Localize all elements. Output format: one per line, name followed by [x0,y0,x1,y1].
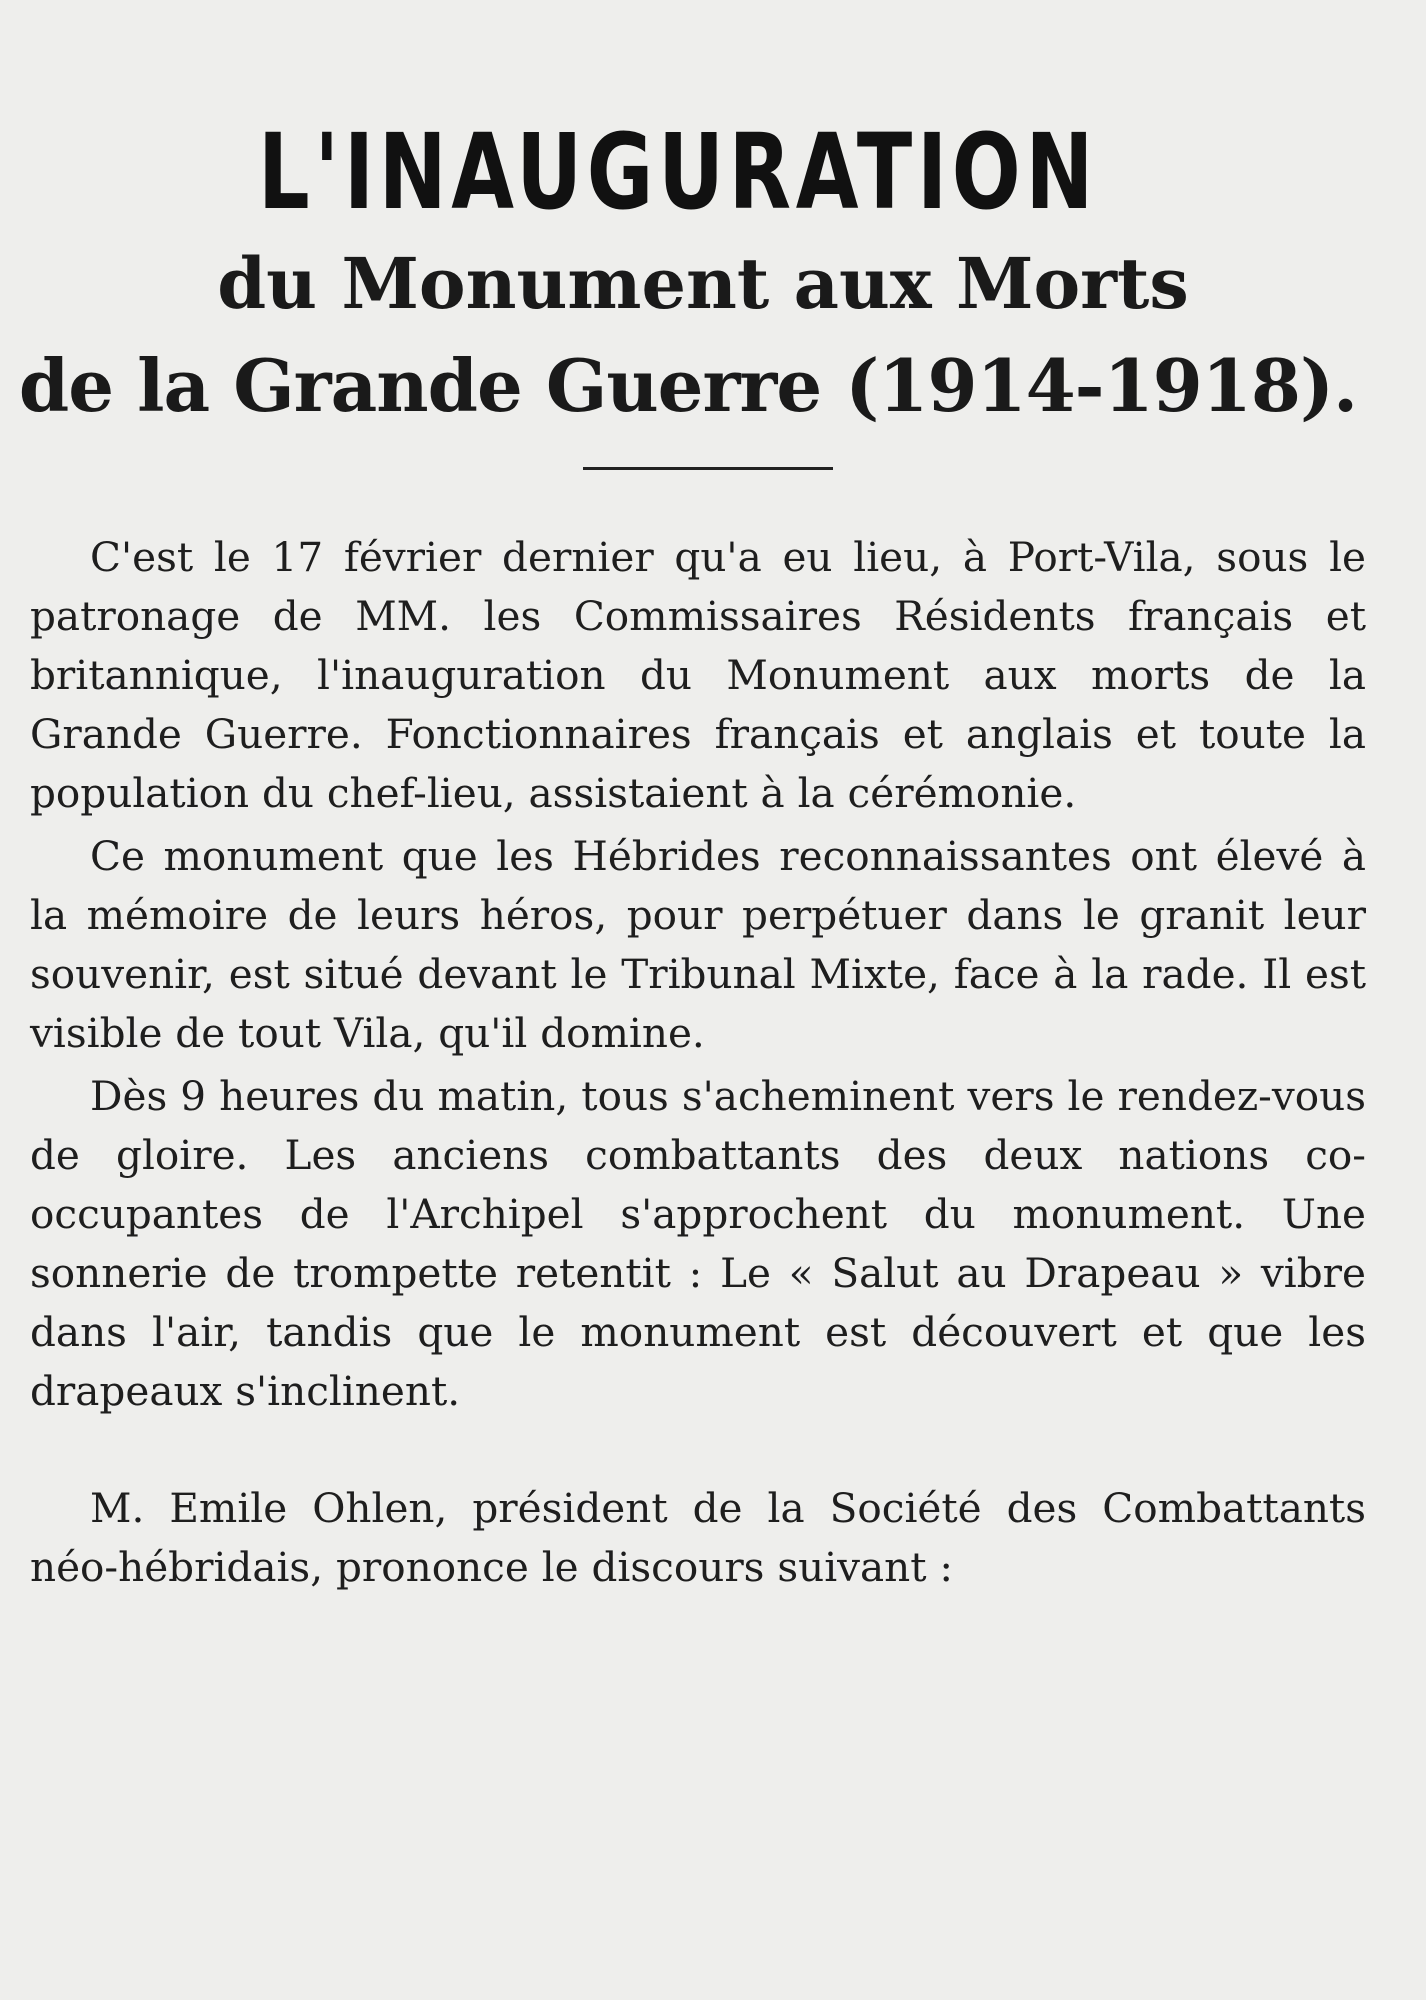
article-subtitle-line-2: de la Grande Guerre (1914-1918). [18,342,1358,428]
paragraph-2: Ce monument que les Hébrides reconnaissantes ont élevé à la mémoire de leurs héros, pour perpétuer dans le granit leur souvenir, est situé devant le Tribunal Mixte, face à la rade. Il est visible de tout Vila, qu'il domine. [30,832,1366,1058]
paragraph-1: C'est le 17 février dernier qu'a eu lieu, à Port-Vila, sous le patronage de MM. les Commissaires Résidents français et britannique, l'inauguration du Monument aux morts de la Grande Guerre. Fonctionnaires français et anglais et toute la population du chef-lieu, assistaient à la cérémonie. [30,533,1366,818]
article-title: L'INAUGURATION [257,111,1099,233]
article-body [30,528,1366,1597]
paragraph-4: M. Emile Ohlen, président de la Société des Combattants néo-hébridais, prononce le discours suivant : [30,1484,1366,1592]
title-divider [583,467,833,470]
paragraph-3: Dès 9 heures du matin, tous s'acheminent vers le rendez-vous de gloire. Les anciens combattants des deux nations co-occupantes de l'Archipel s'approchent du monument. Une sonnerie de trompette retentit : Le « Salut au Drapeau » vibre dans l'air, tandis que le monument est découvert et que les drapeaux s'inclinent. [30,1072,1366,1416]
article-subtitle-line-1: du Monument aux Morts [217,242,1189,325]
